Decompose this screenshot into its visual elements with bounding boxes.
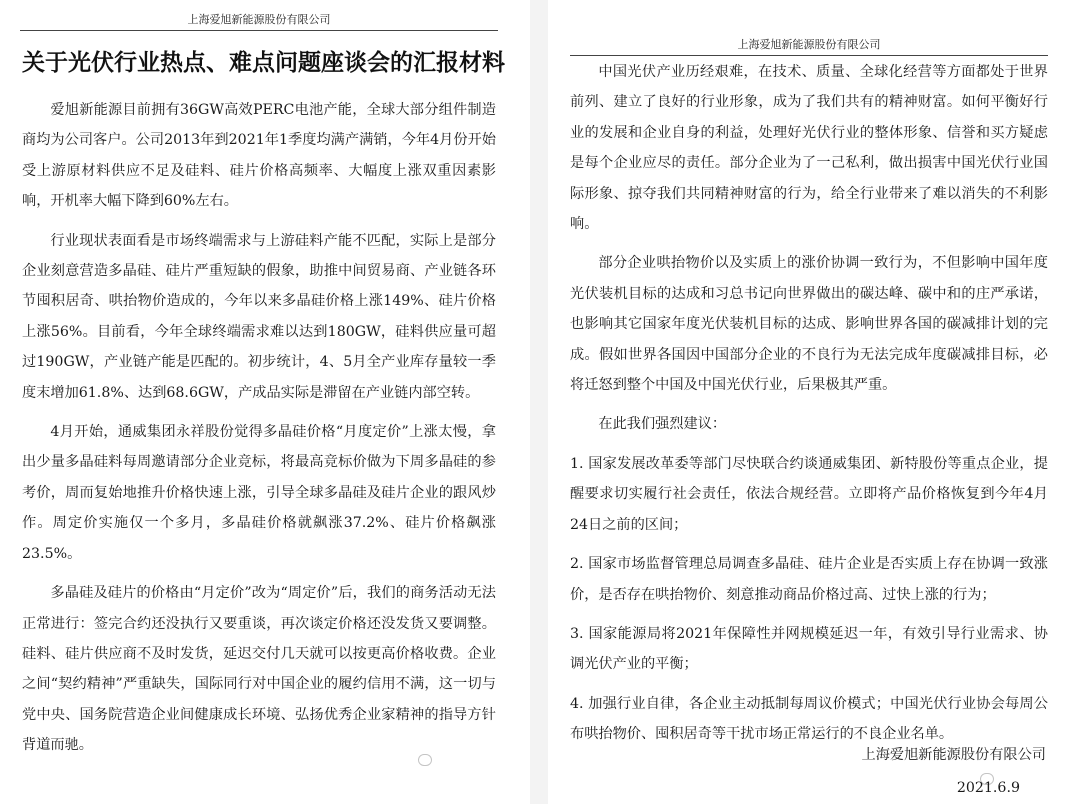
right-body [570,57,1048,759]
left-body [22,95,496,770]
suggestion-item: 4. 加强行业自律，各企业主动抵制每周议价模式；中国光伏行业协会每周公布哄抬物价、囤积居奇等干扰市场正常运行的不良企业名单。 [570,695,1048,743]
document-title: 关于光伏行业热点、难点问题座谈会的汇报材料 [22,50,505,76]
watermark-left [418,753,436,766]
paragraph: 爱旭新能源目前拥有36GW高效PERC电池产能，全球大部分组件制造商均为公司客户。公司2013年到2021年1季度均满产满销，今年4月份开始受上游原材料供应不足及硅料、硅片价格高频率、大幅度上涨双重因素影响，开机率大幅下降到60%左右。 [22,102,496,210]
paragraph: 中国光伏产业历经艰难，在技术、质量、全球化经营等方面都处于世界前列、建立了良好的行业形象，成为了我们共有的精神财富。如何平衡好行业的发展和企业自身的利益，处理好光伏行业的整体形象、信誉和买方疑虑是每个企业应尽的责任。部分企业为了一己私利，做出损害中国光伏行业国际形象、掠夺我们共同精神财富的行为，给全行业带来了难以消失的不利影响。 [570,64,1048,233]
page-gutter [530,0,548,804]
page-header-right: 上海爱旭新能源股份有限公司 [570,36,1048,56]
paragraph: 在此我们强烈建议： [598,416,727,433]
suggestion-item: 1. 国家发展改革委等部门尽快联合约谈通威集团、新特股份等重点企业，提醒要求切实履行社会责任，依法合规经营。立即将产品价格恢复到今年4月24日之前的区间； [570,455,1048,533]
paragraph: 行业现状表面看是市场终端需求与上游硅料产能不匹配，实际上是部分企业刻意营造多晶硅、硅片严重短缺的假象，助推中间贸易商、产业链各环节囤积居奇、哄抬物价造成的，今年以来多晶硅价格上涨149%、硅片价格上涨56%。目前看，今年全球终端需求难以达到180GW，硅料供应量可超过190GW，产业链产能是匹配的。初步统计，4、5月全产业库存量较一季度末增加61.8%、达到68.6GW，产成品实际是滞留在产业链内部空转。 [22,232,496,401]
document-page-left [0,0,530,804]
document-page-right [548,0,1082,804]
suggestion-item: 3. 国家能源局将2021年保障性并网规模延迟一年，有效引导行业需求、协调光伏产业的平衡； [570,625,1048,673]
paragraph: 多晶硅及硅片的价格由“月定价”改为“周定价”后，我们的商务活动无法正常进行：签完合约还没执行又要重谈，再次谈定价格还没发货又要调整。硅料、硅片供应商不及时发货，延迟交付几天就可以按更高价格收费。企业之间“契约精神”严重缺失，国际同行对中国企业的履约信用不满，这一切与党中央、国务院营造企业间健康成长环境、弘扬优秀企业家精神的指导方针背道而驰。 [22,585,496,754]
suggestion-item: 2. 国家市场监督管理总局调查多晶硅、硅片企业是否实质上存在协调一致涨价，是否存在哄抬物价、刻意推动商品价格过高、过快上涨的行为； [570,556,1048,603]
signature-date: 2021.6.9 [956,780,1020,796]
signature-company: 上海爱旭新能源股份有限公司 [861,747,1046,763]
page-header-left: 上海爱旭新能源股份有限公司 [20,11,498,31]
paragraph: 4月开始，通威集团永祥股份觉得多晶硅价格“月度定价”上涨太慢，拿出少量多晶硅料每周邀请部分企业竞标，将最高竞标价做为下周多晶硅的参考价，周而复始地推升价格快速上涨，引导全球多晶硅及硅片企业的跟风炒作。周定价实施仅一个多月，多晶硅价格就飙涨37.2%、硅片价格飙涨23.5%。 [22,424,496,562]
paragraph: 部分企业哄抬物价以及实质上的涨价协调一致行为，不但影响中国年度光伏装机目标的达成和习总书记向世界做出的碳达峰、碳中和的庄严承诺，也影响其它国家年度光伏装机目标的达成、影响世界各国的碳减排计划的完成。假如世界各国因中国部分企业的不良行为无法完成年度碳减排目标，必将迁怒到整个中国及中国光伏行业，后果极其严重。 [570,255,1048,394]
wechat-icon [418,754,432,766]
